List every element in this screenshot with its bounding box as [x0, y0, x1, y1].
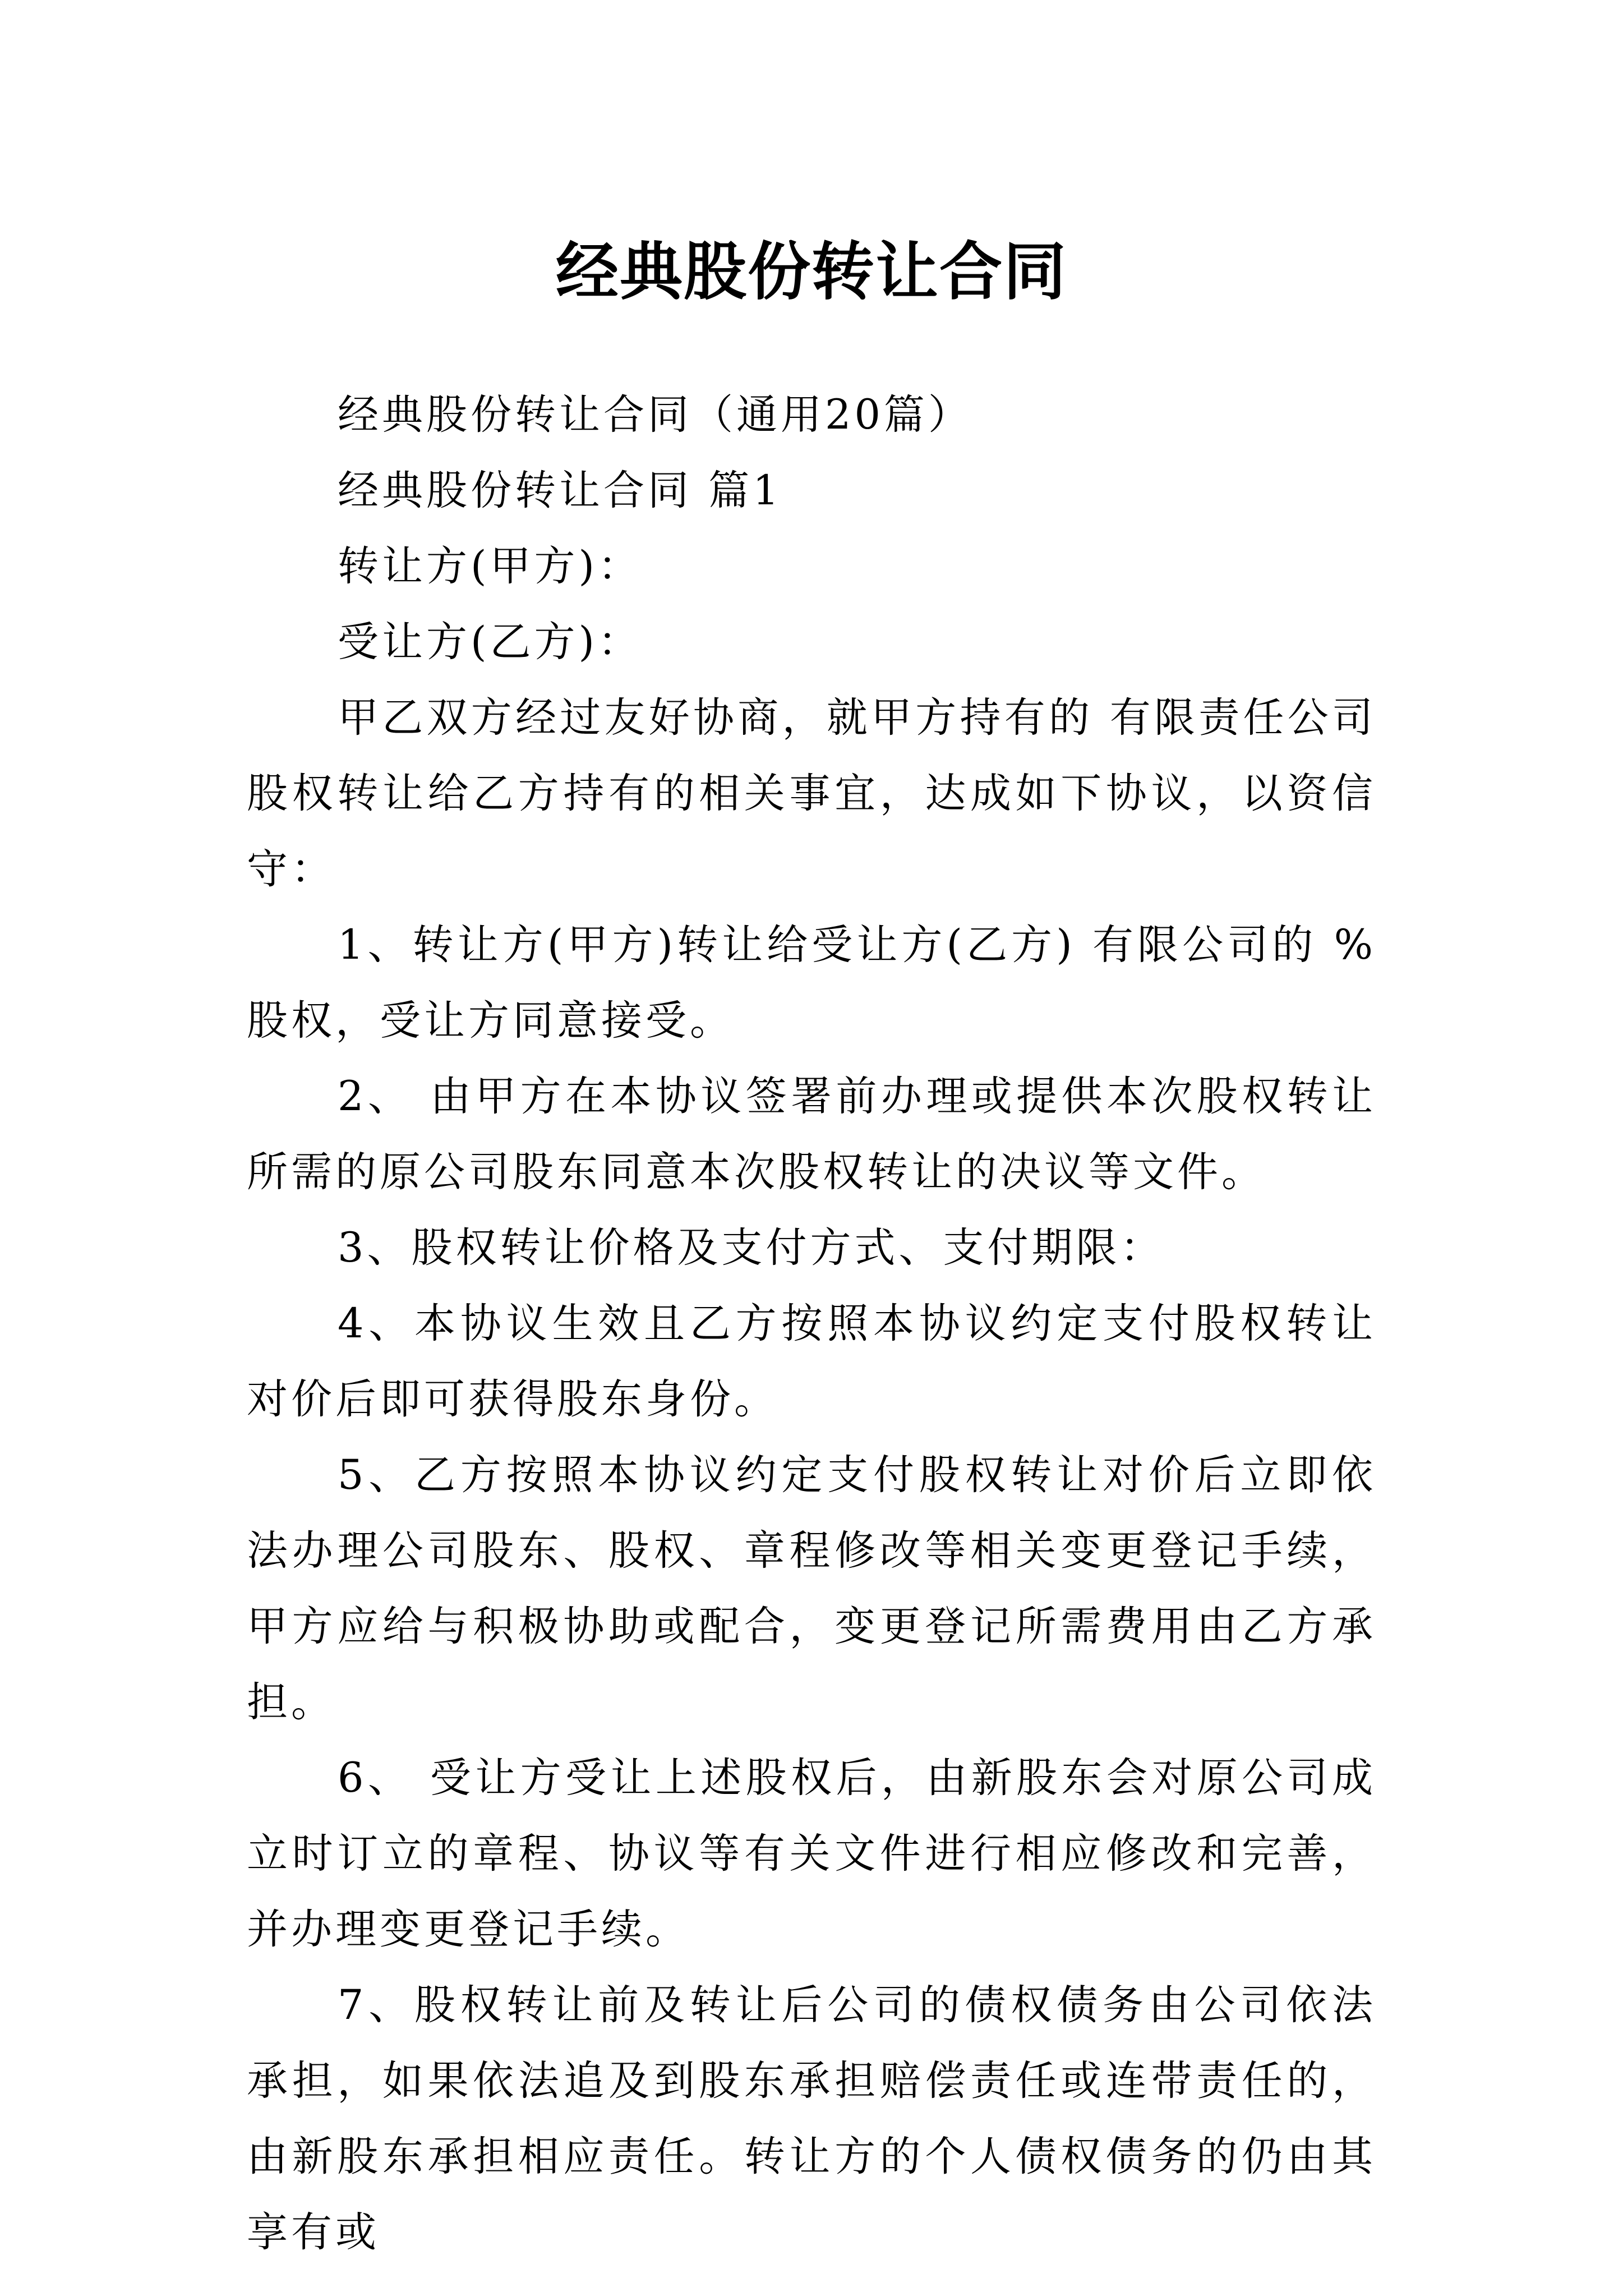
- transferee-line: 受让方(乙方)：: [338, 618, 642, 666]
- document-title: 经典股份转让合同: [556, 235, 1067, 309]
- preamble-paragraph: 甲乙双方经过友好协商，就甲方持有的 有限责任公司股权转让给乙方持有的相关事宜，达成如下协议，以资信守：: [247, 694, 1376, 893]
- clause-6: 6、 受让方受让上述股权后，由新股东会对原公司成立时订立的章程、协议等有关文件进行相应修改和完善，并办理变更登记手续。: [247, 1754, 1376, 1953]
- clause-4: 4、本协议生效且乙方按照本协议约定支付股权转让对价后即可获得股东身份。: [247, 1300, 1376, 1423]
- clause-1: 1、转让方(甲方)转让给受让方(乙方) 有限公司的 %股权，受让方同意接受。: [247, 921, 1376, 1045]
- clause-2: 2、 由甲方在本协议签署前办理或提供本次股权转让所需的原公司股东同意本次股权转让的决议等文件。: [247, 1073, 1376, 1196]
- section-heading: 经典股份转让合同 篇1: [338, 467, 782, 514]
- document-subtitle: 经典股份转让合同（通用20篇）: [338, 391, 972, 439]
- clause-5: 5、乙方按照本协议约定支付股权转让对价后立即依法办理公司股东、股权、章程修改等相关变更登记手续，甲方应给与积极协助或配合，变更登记所需费用由乙方承担。: [247, 1451, 1376, 1726]
- document-body: [247, 377, 1376, 2270]
- transferor-line: 转让方(甲方)：: [338, 542, 642, 590]
- clause-3: 3、股权转让价格及支付方式、支付期限：: [338, 1224, 1165, 1272]
- clause-7: 7、股权转让前及转让后公司的债权债务由公司依法承担，如果依法追及到股东承担赔偿责任或连带责任的，由新股东承担相应责任。转让方的个人债权债务的仍由其享有或: [247, 1981, 1376, 2256]
